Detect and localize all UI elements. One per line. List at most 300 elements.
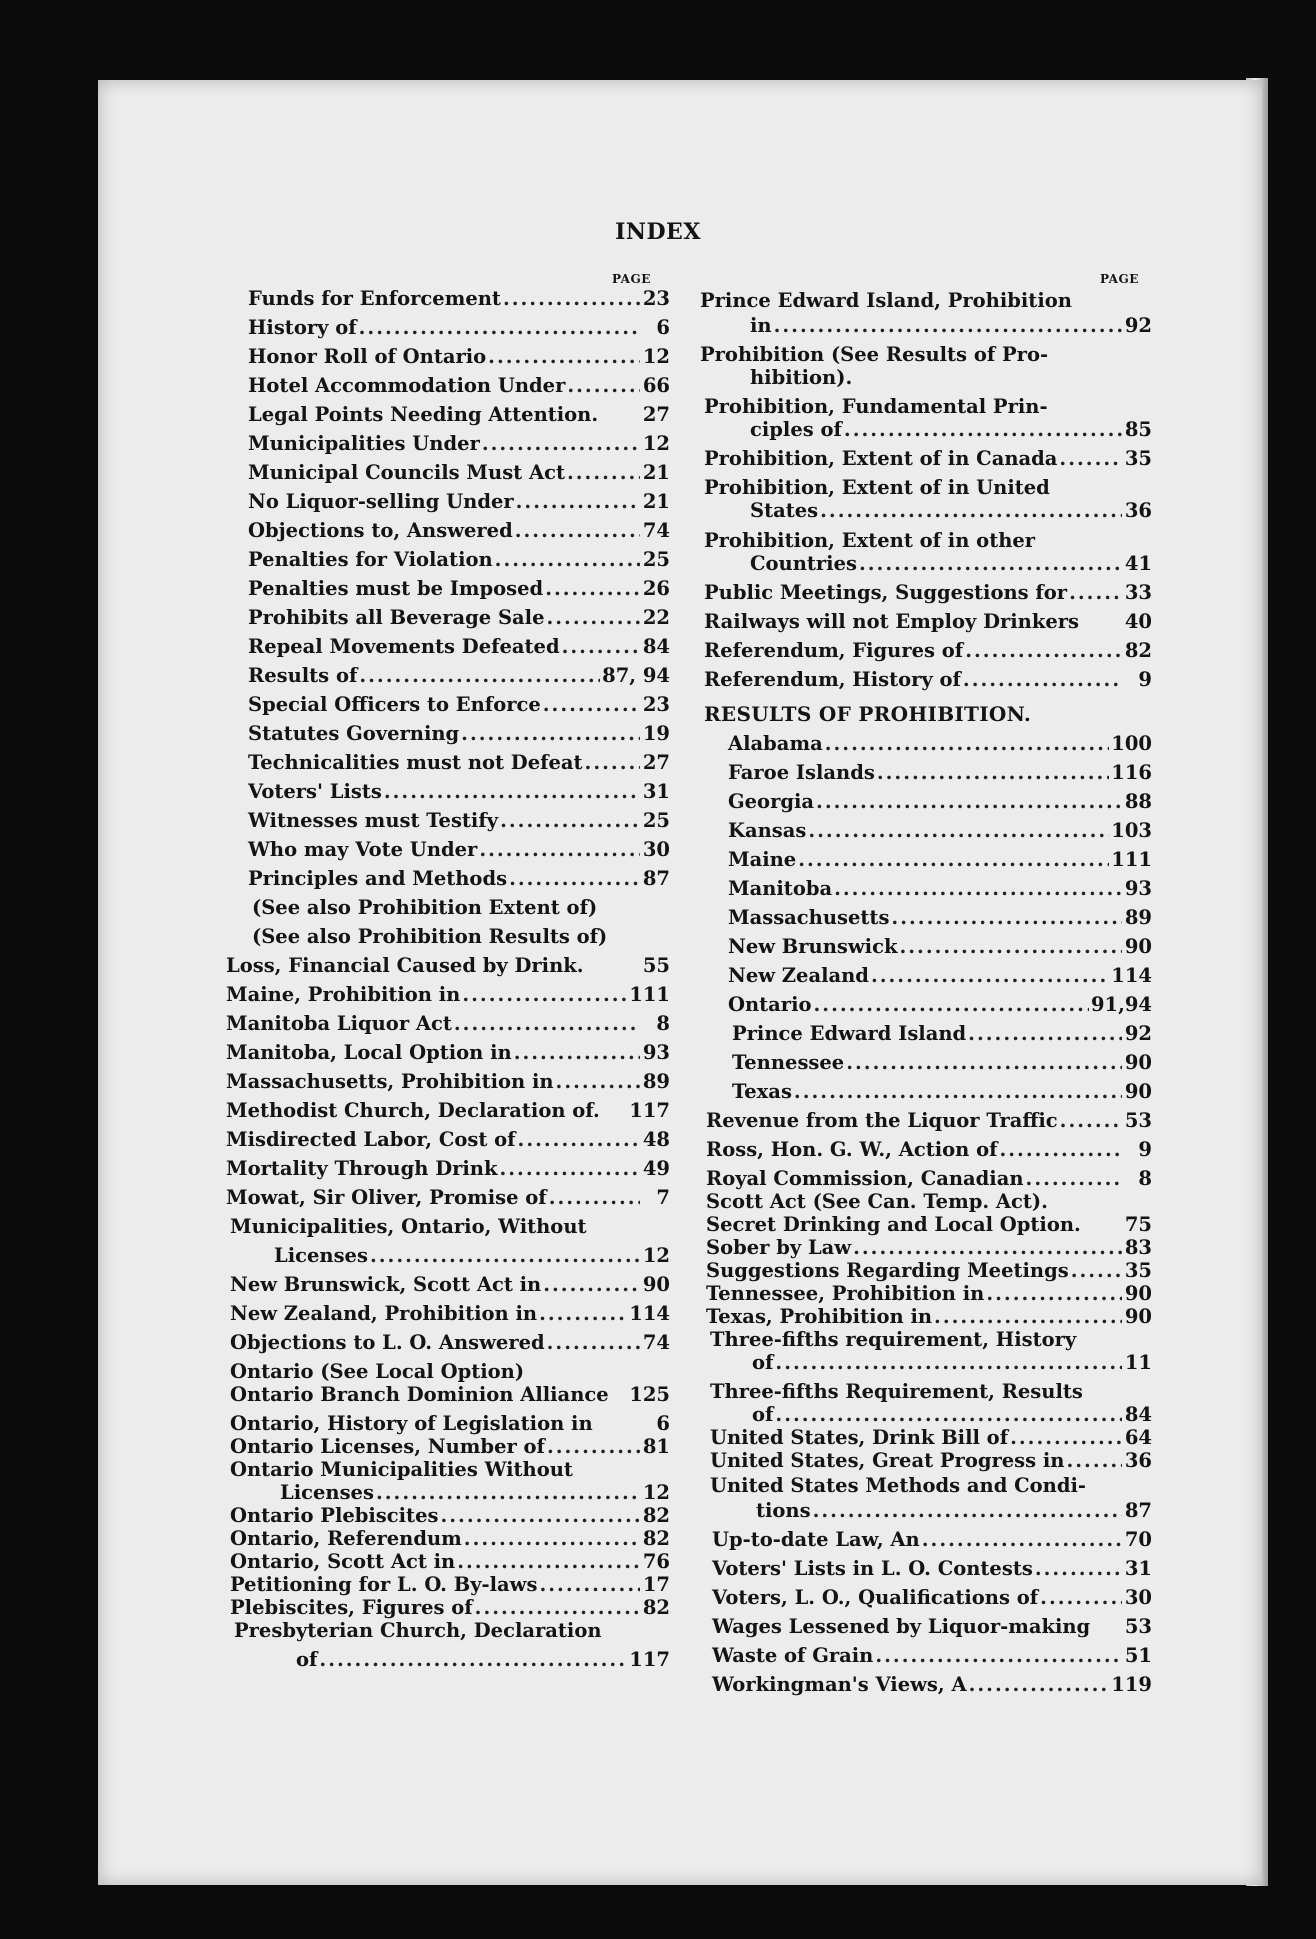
index-entry bbox=[296, 1649, 670, 1671]
entry-text: Secret Drinking and Local Option. bbox=[706, 1213, 1081, 1236]
entry-text: of bbox=[296, 1648, 318, 1671]
entry-text: Repeal Movements Defeated bbox=[248, 635, 560, 658]
entry-text: Countries bbox=[750, 552, 857, 575]
index-entry bbox=[704, 477, 1050, 499]
page-number: 90 bbox=[1124, 1282, 1152, 1305]
index-entry bbox=[248, 665, 670, 687]
entry-text: Tennessee, Prohibition in bbox=[706, 1282, 985, 1305]
entry-text: Penalties must be Imposed bbox=[248, 577, 544, 600]
index-entry bbox=[706, 1283, 1152, 1305]
entry-text: No Liquor-selling Under bbox=[248, 490, 514, 513]
page-number: 93 bbox=[642, 1041, 670, 1064]
entry-text: Massachusetts, Prohibition in bbox=[226, 1070, 554, 1093]
page-number: 25 bbox=[642, 548, 670, 571]
index-entry bbox=[706, 1139, 1152, 1161]
page-number: 88 bbox=[1124, 790, 1152, 813]
leader-dots bbox=[461, 723, 640, 745]
entry-text: Scott Act (See Can. Temp. Act). bbox=[706, 1190, 1048, 1213]
page-number: 76 bbox=[642, 1550, 670, 1573]
leader-dots bbox=[359, 665, 600, 687]
entry-text: Principles and Methods bbox=[248, 867, 508, 890]
leader-dots bbox=[546, 607, 640, 629]
page-number: 55 bbox=[642, 954, 670, 977]
entry-text: History of bbox=[248, 316, 357, 339]
entry-text: Ontario Plebiscites bbox=[230, 1504, 439, 1527]
index-entry bbox=[712, 1558, 1152, 1580]
index-entry bbox=[248, 868, 670, 890]
index-entry bbox=[248, 433, 670, 455]
page-number: 33 bbox=[1124, 581, 1152, 604]
entry-text: Three-fifths Requirement, Results bbox=[710, 1380, 1083, 1403]
page-number: 93 bbox=[1124, 877, 1152, 900]
index-entry bbox=[230, 1216, 587, 1238]
page-number: 66 bbox=[642, 374, 670, 397]
index-entry bbox=[710, 1381, 1083, 1403]
entry-text: Manitoba, Local Option in bbox=[226, 1041, 512, 1064]
leader-dots bbox=[808, 820, 1109, 842]
leader-dots bbox=[1066, 1450, 1122, 1472]
entry-text: Technicalities must not Defeat bbox=[248, 751, 583, 774]
page-number: 35 bbox=[1124, 447, 1152, 470]
leader-dots bbox=[503, 288, 640, 310]
leader-dots bbox=[547, 1436, 640, 1458]
entry-text: Presbyterian Church, Declaration bbox=[234, 1619, 602, 1642]
index-entry bbox=[248, 839, 670, 861]
index-entry bbox=[732, 1081, 1152, 1103]
leader-dots bbox=[774, 315, 1122, 337]
index-entry bbox=[248, 288, 670, 310]
page-number: 53 bbox=[1124, 1615, 1152, 1638]
index-entry bbox=[230, 1384, 670, 1406]
page-number: 83 bbox=[1124, 1236, 1152, 1259]
leader-dots bbox=[775, 1352, 1122, 1374]
entry-text: Statutes Governing bbox=[248, 722, 460, 745]
leader-dots bbox=[875, 1645, 1122, 1667]
index-entry bbox=[750, 419, 1152, 441]
leader-dots bbox=[475, 1597, 640, 1619]
index-entry bbox=[704, 396, 1048, 418]
page-number: 11 bbox=[1124, 1351, 1152, 1374]
page-number: 51 bbox=[1124, 1644, 1152, 1667]
index-entry bbox=[712, 1674, 1152, 1696]
page-number: 87 bbox=[642, 867, 670, 890]
entry-text: Voters, L. O., Qualifications of bbox=[712, 1586, 1039, 1609]
index-entry bbox=[750, 315, 1152, 337]
index-entry bbox=[728, 994, 1152, 1016]
entry-text: Referendum, Figures of bbox=[704, 639, 964, 662]
index-entry bbox=[248, 404, 670, 426]
page-number: 30 bbox=[642, 838, 670, 861]
page-number: 91,94 bbox=[1090, 993, 1152, 1016]
page-number: 25 bbox=[642, 809, 670, 832]
page-number: 90 bbox=[642, 1273, 670, 1296]
entry-text: Ontario Branch Dominion Alliance bbox=[230, 1383, 609, 1406]
page-number: 27 bbox=[642, 403, 670, 426]
entry-text: (See also Prohibition Results of) bbox=[252, 925, 608, 948]
index-entry bbox=[248, 607, 670, 629]
index-entry bbox=[704, 611, 1152, 633]
leader-dots bbox=[775, 1404, 1122, 1426]
page-number: 40 bbox=[1124, 610, 1152, 633]
entry-text: Prohibition, Extent of in United bbox=[704, 476, 1050, 499]
leader-dots bbox=[359, 317, 640, 339]
page-number: 31 bbox=[1124, 1557, 1152, 1580]
page-number: 12 bbox=[642, 345, 670, 368]
index-entry bbox=[728, 820, 1152, 842]
leader-dots bbox=[1071, 1260, 1122, 1282]
index-entry bbox=[230, 1459, 573, 1481]
entry-text: Prince Edward Island bbox=[732, 1022, 967, 1045]
entry-text: Plebiscites, Figures of bbox=[230, 1596, 473, 1619]
entry-text: Ontario Licenses, Number of bbox=[230, 1435, 545, 1458]
entry-text: in bbox=[750, 314, 772, 337]
page-number: 114 bbox=[1111, 964, 1152, 987]
leader-dots bbox=[500, 810, 640, 832]
entry-text: Faroe Islands bbox=[728, 761, 875, 784]
entry-text: Ontario, Scott Act in bbox=[230, 1550, 456, 1573]
page-number: 23 bbox=[642, 693, 670, 716]
page-number: 92 bbox=[1124, 314, 1152, 337]
index-entry bbox=[750, 553, 1152, 575]
entry-text: Kansas bbox=[728, 819, 807, 842]
entry-text: Prohibition, Extent of in other bbox=[704, 529, 1036, 552]
entry-text: Prohibition (See Results of Pro- bbox=[700, 343, 1049, 366]
page-number: 82 bbox=[1124, 639, 1152, 662]
index-entry bbox=[226, 1042, 670, 1064]
leader-dots bbox=[539, 1574, 640, 1596]
leader-dots bbox=[871, 965, 1109, 987]
page-number: 84 bbox=[1124, 1403, 1152, 1426]
index-entry bbox=[752, 1404, 1152, 1426]
entry-text: States bbox=[750, 499, 819, 522]
page-number: 9 bbox=[1138, 1138, 1152, 1161]
page-number: 89 bbox=[1124, 906, 1152, 929]
page-number: 90 bbox=[1124, 1051, 1152, 1074]
page-number: 75 bbox=[1124, 1213, 1152, 1236]
entry-text: Public Meetings, Suggestions for bbox=[704, 581, 1068, 604]
entry-text: Municipalities Under bbox=[248, 432, 480, 455]
leader-dots bbox=[1060, 1110, 1122, 1132]
leader-dots bbox=[877, 762, 1109, 784]
entry-text: (See also Prohibition Extent of) bbox=[252, 896, 598, 919]
leader-dots bbox=[454, 1013, 640, 1035]
index-entry bbox=[712, 1587, 1152, 1609]
entry-text: United States Methods and Condi- bbox=[710, 1474, 1086, 1497]
page-number: 81 bbox=[642, 1435, 670, 1458]
entry-text: Texas bbox=[732, 1080, 792, 1103]
entry-text: Three-fifths requirement, History bbox=[710, 1328, 1077, 1351]
index-entry bbox=[226, 955, 670, 977]
entry-text: Legal Points Needing Attention. bbox=[248, 403, 599, 426]
page-number: 85 bbox=[1124, 418, 1152, 441]
index-entry bbox=[248, 636, 670, 658]
entry-text: United States, Drink Bill of bbox=[710, 1426, 1009, 1449]
index-entry bbox=[706, 1260, 1152, 1282]
index-entry bbox=[230, 1551, 670, 1573]
entry-text: Special Officers to Enforce bbox=[248, 693, 541, 716]
leader-dots bbox=[549, 1187, 640, 1209]
page-number: 30 bbox=[1124, 1586, 1152, 1609]
leader-dots bbox=[515, 520, 640, 542]
index-entry bbox=[700, 344, 1048, 366]
entry-text: Municipalities, Ontario, Without bbox=[230, 1215, 587, 1238]
entry-text: Voters' Lists bbox=[248, 780, 382, 803]
index-entry bbox=[704, 448, 1152, 470]
index-entry bbox=[732, 1023, 1152, 1045]
index-entry bbox=[710, 1329, 1076, 1351]
index-entry bbox=[230, 1303, 670, 1325]
right-page-label: PAGE bbox=[1100, 272, 1139, 286]
leader-dots bbox=[825, 733, 1110, 755]
page-number: 7 bbox=[656, 1186, 670, 1209]
page-number: 74 bbox=[642, 519, 670, 542]
leader-dots bbox=[844, 419, 1122, 441]
index-entry bbox=[750, 367, 852, 389]
entry-text: Voters' Lists in L. O. Contests bbox=[712, 1557, 1033, 1580]
entry-text: Massachusetts bbox=[728, 906, 890, 929]
page-number: 90 bbox=[1124, 1305, 1152, 1328]
index-entry bbox=[248, 317, 670, 339]
index-entry bbox=[248, 462, 670, 484]
page-number: 36 bbox=[1124, 1449, 1152, 1472]
page-number: 41 bbox=[1124, 552, 1152, 575]
index-entry bbox=[706, 1237, 1152, 1259]
entry-text: Suggestions Regarding Meetings bbox=[706, 1259, 1069, 1282]
entry-text: Petitioning for L. O. By-laws bbox=[230, 1573, 538, 1596]
entry-text: RESULTS OF PROHIBITION. bbox=[704, 702, 1032, 726]
leader-dots bbox=[516, 491, 640, 513]
page-number: 23 bbox=[642, 287, 670, 310]
page-number: 53 bbox=[1124, 1109, 1152, 1132]
index-entry bbox=[750, 500, 1152, 522]
entry-text: New Zealand, Prohibition in bbox=[230, 1302, 538, 1325]
entry-text: hibition). bbox=[750, 366, 853, 389]
entry-text: ciples of bbox=[750, 418, 842, 441]
page-number: 103 bbox=[1111, 819, 1152, 842]
leader-dots bbox=[969, 1674, 1110, 1696]
index-entry bbox=[230, 1332, 670, 1354]
index-entry bbox=[226, 1187, 670, 1209]
leader-dots bbox=[495, 549, 640, 571]
entry-text: Revenue from the Liquor Traffic bbox=[706, 1109, 1058, 1132]
leader-dots bbox=[834, 878, 1122, 900]
index-entry bbox=[706, 1168, 1152, 1190]
entry-text: Hotel Accommodation Under bbox=[248, 374, 566, 397]
leader-dots bbox=[514, 1042, 640, 1064]
index-entry bbox=[248, 549, 670, 571]
entry-text: Methodist Church, Declaration of. bbox=[226, 1099, 600, 1122]
index-entry bbox=[230, 1413, 670, 1435]
entry-text: Ontario bbox=[728, 993, 812, 1016]
index-entry bbox=[230, 1361, 524, 1383]
page-number: 12 bbox=[642, 1244, 670, 1267]
page-number: 90 bbox=[1124, 1080, 1152, 1103]
page-number: 6 bbox=[656, 1412, 670, 1435]
page-number: 92 bbox=[1124, 1022, 1152, 1045]
entry-text: Honor Roll of Ontario bbox=[248, 345, 487, 368]
page-number: 82 bbox=[642, 1596, 670, 1619]
index-entry bbox=[728, 936, 1152, 958]
leader-dots bbox=[820, 500, 1122, 522]
entry-text: Funds for Enforcement bbox=[248, 287, 501, 310]
leader-dots bbox=[813, 1500, 1122, 1522]
leader-dots bbox=[1026, 1168, 1122, 1190]
entry-text: Manitoba Liquor Act bbox=[226, 1012, 452, 1035]
page-number: 90 bbox=[1124, 935, 1152, 958]
entry-text: of bbox=[752, 1351, 774, 1374]
page-number: 22 bbox=[642, 606, 670, 629]
leader-dots bbox=[1059, 448, 1122, 470]
leader-dots bbox=[899, 936, 1122, 958]
leader-dots bbox=[539, 1303, 627, 1325]
index-entry bbox=[230, 1574, 670, 1596]
leader-dots bbox=[965, 640, 1122, 662]
entry-text: Licenses bbox=[280, 1481, 374, 1504]
index-entry bbox=[706, 1214, 1152, 1236]
index-entry bbox=[704, 703, 1031, 726]
leader-dots bbox=[814, 994, 1089, 1016]
entry-text: Objections to L. O. Answered bbox=[230, 1331, 545, 1354]
index-entry bbox=[704, 582, 1152, 604]
page-number: 48 bbox=[642, 1128, 670, 1151]
entry-text: Referendum, History of bbox=[704, 668, 961, 691]
index-entry bbox=[728, 907, 1152, 929]
leader-dots bbox=[482, 433, 640, 455]
index-entry bbox=[226, 1071, 670, 1093]
leader-dots bbox=[999, 1139, 1122, 1161]
entry-text: Objections to, Answered bbox=[248, 519, 513, 542]
entry-text: Maine bbox=[728, 848, 797, 871]
left-page-label: PAGE bbox=[612, 272, 651, 286]
entry-text: Ontario Municipalities Without bbox=[230, 1458, 573, 1481]
index-entry bbox=[248, 578, 670, 600]
leader-dots bbox=[545, 578, 640, 600]
index-entry bbox=[710, 1450, 1152, 1472]
leader-dots bbox=[499, 1158, 640, 1180]
entry-text: Georgia bbox=[728, 790, 815, 813]
page-number: 116 bbox=[1111, 761, 1152, 784]
index-entry bbox=[728, 878, 1152, 900]
leader-dots bbox=[518, 1129, 640, 1151]
entry-text: Loss, Financial Caused by Drink. bbox=[226, 954, 584, 977]
index-entry bbox=[710, 1427, 1152, 1449]
entry-text: Texas, Prohibition in bbox=[706, 1305, 933, 1328]
leader-dots bbox=[547, 1332, 640, 1354]
index-entry bbox=[226, 1013, 670, 1035]
entry-text: Prince Edward Island, Prohibition bbox=[700, 289, 1072, 312]
entry-text: Results of bbox=[248, 664, 358, 687]
entry-text: Waste of Grain bbox=[712, 1644, 874, 1667]
page-number: 49 bbox=[642, 1157, 670, 1180]
entry-text: Wages Lessened by Liquor-making bbox=[712, 1615, 1091, 1638]
leader-dots bbox=[556, 1071, 640, 1093]
entry-text: Prohibits all Beverage Sale bbox=[248, 606, 545, 629]
entry-text: Witnesses must Testify bbox=[248, 809, 499, 832]
entry-text: Mowat, Sir Oliver, Promise of bbox=[226, 1186, 547, 1209]
leader-dots bbox=[543, 694, 640, 716]
index-entry bbox=[230, 1505, 670, 1527]
page-number: 74 bbox=[642, 1331, 670, 1354]
page-number: 87 bbox=[1124, 1499, 1152, 1522]
entry-text: Maine, Prohibition in bbox=[226, 983, 461, 1006]
page-number: 111 bbox=[1111, 848, 1152, 871]
entry-text: Alabama bbox=[728, 732, 823, 755]
index-entry bbox=[728, 849, 1152, 871]
index-entry bbox=[248, 781, 670, 803]
index-entry bbox=[252, 926, 607, 948]
entry-text: Municipal Councils Must Act bbox=[248, 461, 565, 484]
leader-dots bbox=[464, 1528, 640, 1550]
page-number: 6 bbox=[656, 316, 670, 339]
index-entry bbox=[706, 1191, 1048, 1213]
index-entry bbox=[248, 375, 670, 397]
page-number: 117 bbox=[629, 1648, 670, 1671]
entry-text: Royal Commission, Canadian bbox=[706, 1167, 1024, 1190]
page-number: 12 bbox=[642, 432, 670, 455]
index-entry bbox=[234, 1620, 602, 1642]
page-number: 82 bbox=[642, 1504, 670, 1527]
leader-dots bbox=[798, 849, 1109, 871]
index-entry bbox=[248, 723, 670, 745]
index-entry bbox=[728, 733, 1152, 755]
entry-text: Ontario (See Local Option) bbox=[230, 1360, 525, 1383]
entry-text: Mortality Through Drink bbox=[226, 1157, 498, 1180]
index-entry bbox=[230, 1528, 670, 1550]
leader-dots bbox=[891, 907, 1122, 929]
entry-text: Penalties for Violation bbox=[248, 548, 493, 571]
index-entry bbox=[752, 1352, 1152, 1374]
index-entry bbox=[704, 530, 1035, 552]
index-entry bbox=[248, 520, 670, 542]
index-entry bbox=[248, 752, 670, 774]
index-entry bbox=[706, 1306, 1152, 1328]
entry-text: Licenses bbox=[274, 1244, 368, 1267]
page-number: 26 bbox=[642, 577, 670, 600]
index-entry bbox=[756, 1500, 1152, 1522]
page-number: 100 bbox=[1111, 732, 1152, 755]
leader-dots bbox=[1040, 1587, 1122, 1609]
page-number: 8 bbox=[1138, 1167, 1152, 1190]
page-number: 8 bbox=[656, 1012, 670, 1035]
page-number: 9 bbox=[1138, 668, 1152, 691]
entry-text: Ross, Hon. G. W., Action of bbox=[706, 1138, 998, 1161]
index-entry bbox=[712, 1616, 1152, 1638]
entry-text: Railways will not Employ Drinkers bbox=[704, 610, 1080, 633]
index-entry bbox=[226, 1158, 670, 1180]
entry-text: New Brunswick bbox=[728, 935, 898, 958]
entry-text: Prohibition, Extent of in Canada bbox=[704, 447, 1058, 470]
index-entry bbox=[248, 346, 670, 368]
leader-dots bbox=[562, 636, 640, 658]
leader-dots bbox=[859, 553, 1122, 575]
leader-dots bbox=[440, 1505, 640, 1527]
page-number: 64 bbox=[1124, 1426, 1152, 1449]
index-entry bbox=[248, 810, 670, 832]
index-entry bbox=[226, 1129, 670, 1151]
page-number: 111 bbox=[629, 983, 670, 1006]
leader-dots bbox=[816, 791, 1122, 813]
leader-dots bbox=[376, 1482, 640, 1504]
leader-dots bbox=[1035, 1558, 1122, 1580]
page-number: 31 bbox=[642, 780, 670, 803]
index-entry bbox=[252, 897, 597, 919]
leader-dots bbox=[922, 1529, 1122, 1551]
page-number: 114 bbox=[629, 1302, 670, 1325]
index-entry bbox=[706, 1110, 1152, 1132]
leader-dots bbox=[457, 1551, 640, 1573]
leader-dots bbox=[370, 1245, 640, 1267]
index-entry bbox=[280, 1482, 670, 1504]
